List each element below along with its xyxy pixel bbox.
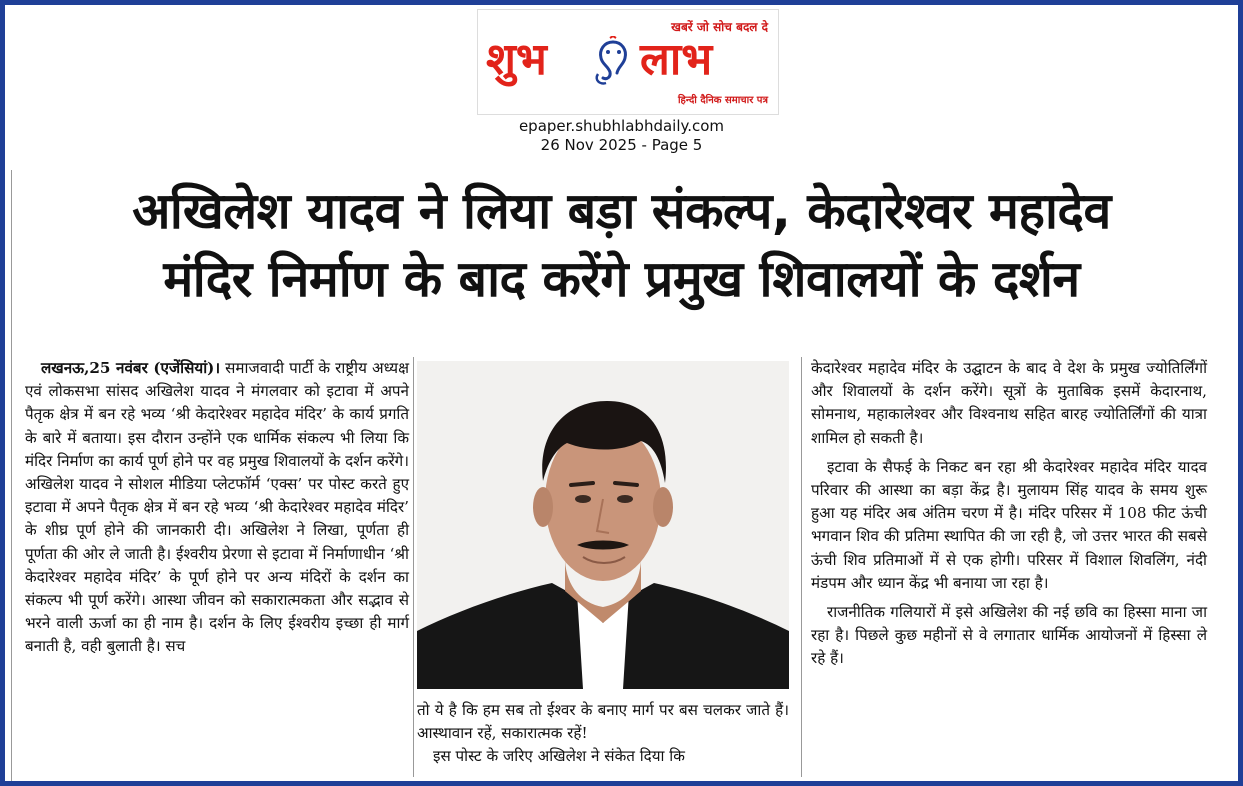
column-rule-1 — [413, 357, 414, 777]
article-paragraph: इस पोस्ट के जरिए अखिलेश ने संकेत दिया कि — [433, 747, 685, 766]
article-column-1 — [25, 357, 409, 659]
edition-date-page: 26 Nov 2025 - Page 5 — [540, 136, 703, 154]
article-column-3 — [811, 357, 1207, 671]
article-paragraph — [25, 357, 409, 659]
paragraph-text: समाजवादी पार्टी के राष्ट्रीय अध्यक्ष एवं लोकसभा सांसद अखिलेश यादव ने मंगलवार को इटावा में अपने पैतृक क्षेत्र में बन रहे भव्य ‘श्री केदारेश्वर महादेव मंदिर’ के कार्य प्रगति के बारे में बताया। इस दौरान उन्होंने एक धार्मिक संकल्प भी लिया कि मंदिर निर्माण का कार्य पूर्ण होने पर वह प्रमुख शिवालयों के दर्शन करेंगे। अखिलेश यादव ने सोशल मीडिया प्लेटफॉर्म ‘एक्स’ पर पोस्ट करते हुए इटावा में अपने पैतृक क्षेत्र में बन रहे भव्य ‘श्री केदारेश्वर महादेव मंदिर’ के शीघ्र पूर्ण होने की जानकारी दी। अखिलेश ने लिखा, पूर्णता ही पूर्णता की ओर ले जाती है। ईश्वरीय प्रेरणा से इटावा में निर्माणाधीन ‘श्री केदारेश्वर महादेव मंदिर’ के पूर्ण होने पर अन्य मंदिरों के दर्शन का संकल्प भी पूर्ण करेंगे। आस्था जीवन को सकारात्मकता और सद्भाव से भरने वाली ऊर्जा का ही नाम है। दर्शन के लिए ईश्वरीय इच्छा ही मार्ग बनाती है, वही बुलाती है। सच — [25, 359, 409, 656]
masthead-logo — [477, 9, 779, 115]
logo-word-left: शुभ — [486, 34, 547, 85]
edition-info — [405, 117, 838, 155]
portrait-illustration — [417, 361, 789, 689]
article-paragraph: तो ये है कि हम सब तो ईश्वर के बनाए मार्ग पर बस चलकर जाते हैं। आस्थावान रहें, सकारात्मक रहें! — [417, 701, 789, 743]
page-edge-rule — [11, 170, 12, 781]
newspaper-page — [5, 5, 1238, 781]
article-paragraph: केदारेश्वर महादेव मंदिर के उद्घाटन के बाद वे देश के प्रमुख ज्योतिर्लिंगों और शिवालयों के दर्शन करेंगे। सूत्रों के मुताबिक इसमें केदारनाथ, सोमनाथ, महाकालेश्वर और विश्वनाथ सहित बारह ज्योतिर्लिंगों की यात्रा शामिल हो सकती है। — [811, 359, 1207, 447]
dateline: लखनऊ,25 नवंबर (एजेंसियां)। — [41, 359, 221, 377]
portrait-photo — [417, 361, 789, 689]
column-rule-2 — [801, 357, 802, 777]
article-column-2 — [417, 699, 789, 769]
article-paragraph: इटावा के सैफई के निकट बन रहा श्री केदारेश्वर महादेव मंदिर यादव परिवार की आस्था का बड़ा केंद्र है। मुलायम सिंह यादव के समय शुरू हुआ यह मंदिर अब अंतिम चरण में है। मंदिर परिसर में 108 फीट ऊंची भगवान शिव की प्रतिमा स्थापित की जा रही है, जो उत्तर भारत की सबसे ऊंची शिव प्रतिमाओं में से एक होगी। परिसर में विशाल शिवलिंग, नंदी मंडपम और ध्यान केंद्र भी बनाया जा रहा है। — [811, 457, 1207, 592]
headline-line-1: अखिलेश यादव ने लिया बड़ा संकल्प, केदारेश्वर महादेव — [132, 182, 1111, 240]
masthead-tagline: खबरें जो सोच बदल दे — [671, 20, 768, 34]
masthead-subtag: हिन्दी दैनिक समाचार पत्र — [677, 95, 768, 106]
epaper-url[interactable]: epaper.shubhlabhdaily.com — [518, 117, 725, 135]
article-paragraph: राजनीतिक गलियारों में इसे अखिलेश की नई छवि का हिस्सा माना जा रहा है। पिछले कुछ महीनों से वे लगातार धार्मिक आयोजनों में हिस्सा ले रहे हैं। — [811, 603, 1207, 668]
logo-word-right: लाभ — [640, 34, 713, 85]
ganesh-emblem-icon — [590, 36, 636, 86]
headline-line-2: मंदिर निर्माण के बाद करेंगे प्रमुख शिवालयों के दर्शन — [163, 250, 1080, 308]
headline — [5, 177, 1238, 313]
